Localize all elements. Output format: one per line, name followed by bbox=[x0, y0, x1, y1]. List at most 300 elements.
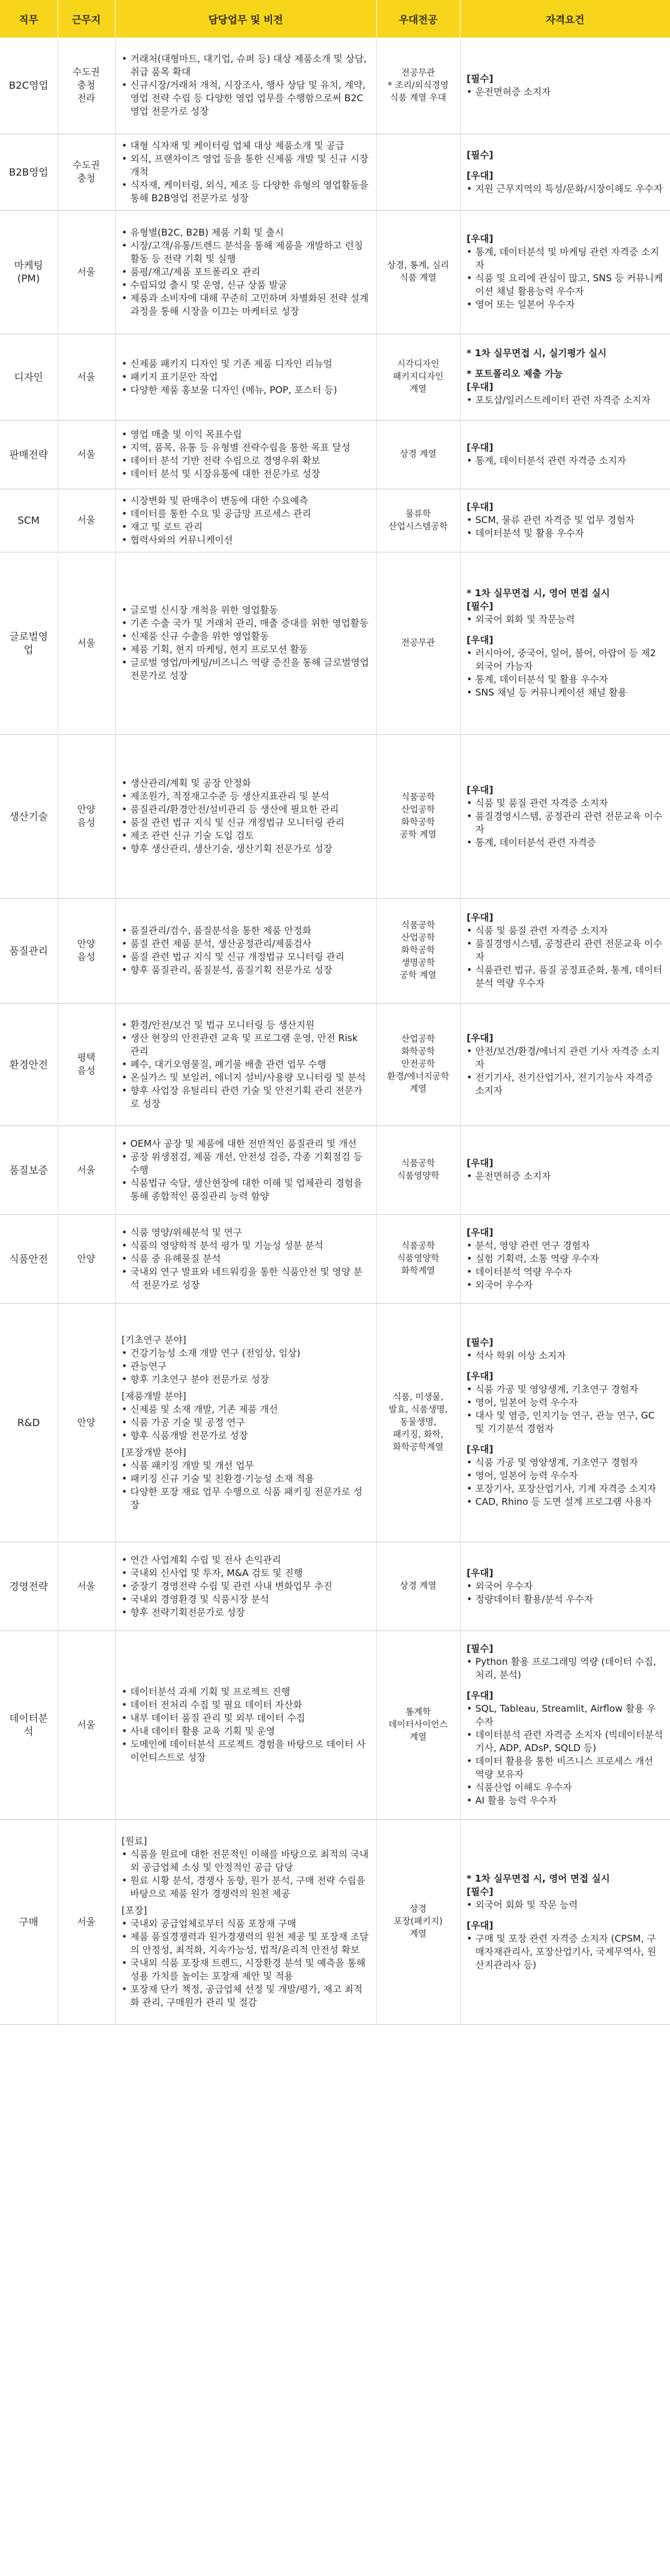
duty-section bbox=[122, 357, 370, 397]
duty-section bbox=[122, 604, 370, 682]
qualification-list bbox=[467, 514, 664, 540]
table-row bbox=[0, 489, 670, 552]
qualification-list bbox=[467, 246, 664, 311]
qualification-list bbox=[467, 1170, 664, 1183]
location-cell: 서울 bbox=[58, 210, 115, 334]
qualification-title: [우대] bbox=[466, 1032, 494, 1044]
qualification-title: [우대] bbox=[466, 1919, 494, 1931]
qualification-item: • 외국어 우수자 bbox=[467, 1279, 664, 1292]
duty-item: • 관능연구 bbox=[122, 1360, 370, 1373]
qualification-item: • AI 활용 능력 우수자 bbox=[467, 1794, 664, 1807]
qualification-item: • 지원 근무지역의 특성/문화/시장이해도 우수자 bbox=[467, 182, 664, 196]
qualification-title: [우대] bbox=[466, 1157, 494, 1169]
qualification-item: • 석사 학위 이상 소지자 bbox=[467, 1349, 664, 1362]
duty-item: • 국내외 연구 발표와 네트워킹을 통한 식품안전 및 영양 분석 전문가로 성장 bbox=[122, 1266, 370, 1292]
qualification-item: • 포토샵/일러스트레이터 관련 자격증 소지자 bbox=[467, 394, 664, 407]
duty-item: • 식품을 원료에 대한 전문적인 이해를 바탕으로 최적의 국내외 공급업체 소싱 및 안정적인 공급 담당 bbox=[122, 1848, 370, 1874]
location-cell: 평택 음성 bbox=[58, 1003, 115, 1126]
qualification-cell bbox=[460, 420, 670, 489]
qualification-note: * 1차 실무면접 시, 영어 면접 실시 bbox=[467, 587, 664, 600]
duty-item: • 국내외 공급업체로부터 식품 포장재 구매 bbox=[122, 1917, 370, 1930]
duty-item: • 향후 품질관리, 품질분석, 품질기획 전문가로 성장 bbox=[122, 964, 370, 977]
duty-cell bbox=[115, 898, 376, 1003]
duty-section bbox=[122, 139, 370, 205]
duty-cell bbox=[115, 1542, 376, 1630]
duty-item: • 향후 생산관리, 생산기술, 생산기획 전문가로 성장 bbox=[122, 842, 370, 856]
qualification-item: • 품질경영시스템, 공정관리 관련 전문교육 이수자 bbox=[467, 810, 664, 836]
preferred-major-cell: 식품, 미생물, 발효, 식품생명, 동물생명, 패키징, 화학, 화학공학계열 bbox=[376, 1303, 460, 1542]
location-cell: 안양 음성 bbox=[58, 734, 115, 898]
duty-cell bbox=[115, 552, 376, 734]
qualification-block bbox=[467, 347, 664, 360]
qualification-block bbox=[467, 1032, 664, 1097]
job-cell: 경영전략 bbox=[0, 1542, 58, 1630]
preferred-major-cell: 산업공학 화학공학 안전공학 환경/에너지공학 계열 bbox=[376, 1003, 460, 1126]
qualification-item: • 구매 및 포장 관련 자격증 소지자 (CPSM, 구매자재관리사, 포장산업기사, 국제무역사, 원산지관리사 등) bbox=[467, 1932, 664, 1972]
duty-section bbox=[122, 1137, 370, 1203]
qualification-cell bbox=[460, 37, 670, 134]
qualification-block bbox=[467, 232, 664, 311]
duty-item: • 향후 전략기획전문가로 성장 bbox=[122, 1606, 370, 1619]
qualification-item: • 품질경영시스템, 공정관리 관련 전문교육 이수자 bbox=[467, 937, 664, 964]
table-row bbox=[0, 1542, 670, 1630]
qualification-title: [우대] bbox=[466, 501, 494, 512]
duty-list bbox=[122, 1848, 370, 1900]
qualification-item: • CAD, Rhino 등 도면 설계 프로그램 사용자 bbox=[467, 1495, 664, 1509]
duty-list bbox=[122, 139, 370, 205]
duty-item: • 시장변화 및 판매추이 변동에 대한 수요예측 bbox=[122, 494, 370, 507]
duty-item: • 대형 식자재 및 케이터링 업체 대상 제품소개 및 공급 bbox=[122, 139, 370, 152]
duty-item: • 제조 관련 신규 기술 도입 검토 bbox=[122, 829, 370, 842]
qualification-block bbox=[467, 367, 664, 407]
duty-section bbox=[122, 777, 370, 856]
table-row bbox=[0, 1214, 670, 1303]
qualification-cell bbox=[460, 489, 670, 552]
qualification-list bbox=[467, 454, 664, 467]
duty-list bbox=[122, 494, 370, 547]
qualification-block bbox=[467, 1872, 664, 1912]
qualification-title: [우대] bbox=[466, 784, 494, 796]
qualification-cell bbox=[460, 334, 670, 420]
qualification-item: • SQL, Tableau, Streamlit, Airflow 활용 우수자 bbox=[467, 1702, 664, 1729]
qualification-item: • 식품 가공 및 영양생계, 기초연구 경험자 bbox=[467, 1383, 664, 1396]
job-cell: 환경안전 bbox=[0, 1003, 58, 1126]
duty-item: • 제품 품질경쟁력과 원가경쟁력의 원천 제공 및 포장재 조달의 안정성, 최적화, 지속가능성, 법적/윤리적 안전성 확보 bbox=[122, 1930, 370, 1957]
preferred-major-cell: 물류학 산업시스템공학 bbox=[376, 489, 460, 552]
duty-item: • 식품의 영양학적 분석 평가 및 기능성 성분 분석 bbox=[122, 1239, 370, 1252]
location-cell: 서울 bbox=[58, 1126, 115, 1214]
duty-item: • 품질관리/검수, 품질분석을 통한 제품 안정화 bbox=[122, 924, 370, 937]
duty-item: • 글로벌 신시장 개척을 위한 영업활동 bbox=[122, 604, 370, 617]
qualification-item: • 식품관련 법규, 품질 공정표준화, 통계, 데이터분석 역량 우수자 bbox=[467, 964, 664, 990]
qualification-block bbox=[467, 1567, 664, 1606]
duty-list bbox=[122, 1459, 370, 1512]
duty-section-title: [포장] bbox=[121, 1904, 148, 1916]
duty-item: • 신제품 및 소재 개발, 기존 제품 개선 bbox=[122, 1403, 370, 1416]
job-cell: B2C영업 bbox=[0, 37, 58, 134]
qualification-title: [필수] bbox=[466, 601, 494, 612]
qualification-item: • Python 활용 프로그래밍 역량 (데이터 수집, 처리, 분석) bbox=[467, 1655, 664, 1682]
qualification-block bbox=[467, 1336, 664, 1362]
qualification-cell bbox=[460, 734, 670, 898]
duty-item: • 품평/재고/제품 포트폴리오 관리 bbox=[122, 266, 370, 279]
duty-list bbox=[122, 1019, 370, 1111]
qualification-title: [필수] bbox=[466, 149, 494, 161]
qualification-block bbox=[467, 1919, 664, 1972]
location-cell: 서울 bbox=[58, 552, 115, 734]
job-cell: 품질보증 bbox=[0, 1126, 58, 1214]
duty-section bbox=[122, 1835, 370, 1900]
location-cell: 서울 bbox=[58, 1819, 115, 2024]
qualification-cell bbox=[460, 1303, 670, 1542]
location-cell: 수도권 충청 전라 bbox=[58, 37, 115, 134]
qualification-list bbox=[467, 1456, 664, 1509]
duty-list bbox=[122, 428, 370, 481]
qualification-item: • 전기기사, 전기산업기사, 전기기능사 자격증 소지자 bbox=[467, 1071, 664, 1097]
preferred-major-cell: 식품공학 산업공학 화학공학 공학 계열 bbox=[376, 734, 460, 898]
qualification-cell bbox=[460, 1630, 670, 1819]
location-cell: 안양 음성 bbox=[58, 898, 115, 1003]
qualification-item: • 실험 기획력, 소통 역량 우수자 bbox=[467, 1252, 664, 1266]
qualification-block bbox=[467, 634, 664, 699]
duty-section bbox=[122, 1685, 370, 1764]
preferred-major-cell: 상경, 통계, 심리 식품 계열 bbox=[376, 210, 460, 334]
duty-item: • 다양한 포장 재료 업무 수행으로 식품 패키징 전문가로 성장 bbox=[122, 1485, 370, 1512]
qualification-note: * 포트폴리오 제출 가능 bbox=[467, 367, 664, 381]
duty-cell bbox=[115, 1126, 376, 1214]
qualification-item: • 식품산업 이해도 우수자 bbox=[467, 1781, 664, 1794]
duty-list bbox=[122, 357, 370, 397]
qualification-title: [우대] bbox=[466, 233, 494, 244]
qualification-block bbox=[467, 587, 664, 626]
qualification-title: [우대] bbox=[466, 634, 494, 646]
duty-item: • 다양한 제품 홍보물 디자인 (메뉴, POP, 포스터 등) bbox=[122, 384, 370, 397]
duty-cell bbox=[115, 734, 376, 898]
duty-item: • 제품 기획, 현지 마케팅, 현지 프로모션 활동 bbox=[122, 643, 370, 656]
qualification-title: [우대] bbox=[466, 1444, 494, 1455]
duty-item: • 생산 현장의 안전관련 교육 및 프로그램 운영, 안전 Risk 관리 bbox=[122, 1032, 370, 1058]
duty-item: • 국내외 식품 포장재 트렌드, 시장환경 분석 및 예측을 통해 성용 가치를 높이는 포장재 제안 및 적용 bbox=[122, 1957, 370, 1983]
duty-list bbox=[122, 1226, 370, 1292]
duty-list bbox=[122, 777, 370, 856]
duty-list bbox=[122, 1403, 370, 1442]
duty-item: • 데이터 분석 및 시장유통에 대한 전문가로 성장 bbox=[122, 467, 370, 481]
duty-item: • 시장/고객/유통/트렌드 분석을 통해 제품을 개발하고 런칭 활동 등 전략 기획 및 실행 bbox=[122, 239, 370, 266]
table-row bbox=[0, 1819, 670, 2024]
preferred-major-cell: 전공무관 bbox=[376, 552, 460, 734]
qualification-list bbox=[467, 613, 664, 626]
table-row bbox=[0, 1126, 670, 1214]
duty-item: • 신제품 신규 수출을 위한 영업활동 bbox=[122, 630, 370, 643]
duty-section bbox=[122, 52, 370, 118]
qualification-cell bbox=[460, 552, 670, 734]
duty-section bbox=[122, 1904, 370, 2009]
job-cell: SCM bbox=[0, 489, 58, 552]
location-cell: 서울 bbox=[58, 1630, 115, 1819]
qualification-cell bbox=[460, 1214, 670, 1303]
duty-item: • 패키지 표기문안 작업 bbox=[122, 371, 370, 384]
duty-cell bbox=[115, 1819, 376, 2024]
qualification-list bbox=[467, 1239, 664, 1292]
qualification-list bbox=[467, 1349, 664, 1362]
table-row bbox=[0, 552, 670, 734]
header-duty: 담당업무 및 비전 bbox=[115, 0, 376, 37]
qualification-cell bbox=[460, 210, 670, 334]
table-header-row bbox=[0, 0, 670, 37]
qualification-block bbox=[467, 149, 664, 162]
qualification-item: • 데이터분석 관련 자격증 소지자 (빅데이터분석기사, ADP, ADsP, SQLD 등) bbox=[467, 1729, 664, 1755]
location-cell: 수도권 충청 bbox=[58, 134, 115, 210]
qualification-item: • 데이터 활용을 통한 비즈니스 프로세스 개선 역량 보유자 bbox=[467, 1755, 664, 1781]
location-cell: 서울 bbox=[58, 334, 115, 420]
qualification-item: • 영어, 일본어 능력 우수자 bbox=[467, 1469, 664, 1482]
qualification-item: • 데이터분석 역량 우수자 bbox=[467, 1266, 664, 1279]
duty-section-title: [기초연구 분야] bbox=[121, 1334, 186, 1345]
duty-item: • 식품 패키징 개발 및 개선 업무 bbox=[122, 1459, 370, 1472]
table-row bbox=[0, 1630, 670, 1819]
qualification-item: • 포장기사, 포장산업기사, 기계 자격증 소지자 bbox=[467, 1482, 664, 1495]
duty-list bbox=[122, 604, 370, 682]
duty-item: • 협력사와의 커뮤니케이션 bbox=[122, 534, 370, 547]
table-row bbox=[0, 134, 670, 210]
qualification-list bbox=[467, 86, 664, 99]
qualification-list bbox=[467, 1899, 664, 1912]
table-row bbox=[0, 898, 670, 1003]
qualification-item: • 식품 가공 및 영양생계, 기초연구 경험자 bbox=[467, 1456, 664, 1469]
table-row bbox=[0, 1303, 670, 1542]
duty-item: • 품질 관련 법규 지식 및 신규 개정법규 모니터링 관리 bbox=[122, 816, 370, 829]
duty-item: • 영업 매출 및 이익 목표수립 bbox=[122, 428, 370, 441]
duty-item: • 식자재, 케이터링, 외식, 제조 등 다양한 유형의 영업활동을 통해 B2B영업 전문가로 성장 bbox=[122, 179, 370, 205]
qualification-list bbox=[467, 1932, 664, 1972]
duty-list bbox=[122, 1685, 370, 1764]
duty-cell bbox=[115, 1003, 376, 1126]
qualification-item: • 안전/보건/환경/에너지 관련 기사 자격증 소지자 bbox=[467, 1045, 664, 1071]
duty-cell bbox=[115, 134, 376, 210]
duty-section bbox=[122, 428, 370, 481]
duty-item: • 연간 사업계획 수립 및 전사 손익관리 bbox=[122, 1554, 370, 1567]
duty-item: • 폐수, 대기오염물질, 폐기물 배출 관련 업무 수행 bbox=[122, 1058, 370, 1071]
qualification-title: [우대] bbox=[466, 1690, 494, 1701]
preferred-major-cell: 상경 계열 bbox=[376, 420, 460, 489]
qualification-block bbox=[467, 784, 664, 849]
qualification-list bbox=[467, 394, 664, 407]
qualification-item: • 대사 및 염증, 인지기능 연구, 관능 연구, GC 및 기기분석 경험자 bbox=[467, 1409, 664, 1435]
qualification-list bbox=[467, 1655, 664, 1682]
header-job: 직무 bbox=[0, 0, 58, 37]
duty-item: • 식품 영양/위해분석 및 연구 bbox=[122, 1226, 370, 1239]
qualification-title: [우대] bbox=[466, 912, 494, 923]
duty-list bbox=[122, 52, 370, 118]
duty-item: • 향후 사업장 유틸리티 관련 기술 및 안전기획 관리 전문가로 성장 bbox=[122, 1084, 370, 1111]
duty-item: • 품질 관련 제품 분석, 생산공정관리/제품검사 bbox=[122, 937, 370, 951]
qualification-list bbox=[467, 924, 664, 990]
job-cell: R&D bbox=[0, 1303, 58, 1542]
duty-cell bbox=[115, 37, 376, 134]
duty-item: • 공장 위생점검, 제품 개선, 안전성 검증, 각종 기획점검 등 수행 bbox=[122, 1151, 370, 1177]
duty-item: • 원료 시황 분석, 경쟁사 동향, 원가 분석, 구매 전략 수립을 바탕으로 제품 원가 경쟁력의 원천 제공 bbox=[122, 1874, 370, 1900]
table-row bbox=[0, 37, 670, 134]
duty-item: • 거래처(대형마트, 대기업, 슈퍼 등) 대상 제품소개 및 상담, 취급 품목 확대 bbox=[122, 52, 370, 79]
job-cell: 품질관리 bbox=[0, 898, 58, 1003]
qualification-cell bbox=[460, 898, 670, 1003]
duty-section bbox=[122, 924, 370, 977]
preferred-major-cell: 상경 포장(패키지) 계열 bbox=[376, 1819, 460, 2024]
duty-item: • 건강기능성 소재 개발 연구 (전임상, 임상) bbox=[122, 1347, 370, 1360]
qualification-block bbox=[467, 441, 664, 467]
job-cell: B2B영업 bbox=[0, 134, 58, 210]
qualification-block bbox=[467, 72, 664, 99]
duty-item: • 내부 데이터 품질 관리 및 외부 데이터 수집 bbox=[122, 1712, 370, 1725]
location-cell: 서울 bbox=[58, 420, 115, 489]
duty-item: • 국내외 신사업 및 투자, M&A 검토 및 진행 bbox=[122, 1567, 370, 1580]
duty-section-title: [제품개발 분야] bbox=[121, 1390, 186, 1402]
duty-section bbox=[122, 1554, 370, 1619]
table-row bbox=[0, 1003, 670, 1126]
qualification-item: • 식품 및 품질 관련 자격증 소지자 bbox=[467, 924, 664, 937]
duty-item: • 식품법규 숙달, 생산현장에 대한 이해 및 업체관리 경험을 통해 종합적인 품질관리 능력 함양 bbox=[122, 1177, 370, 1203]
header-qualification: 자격요건 bbox=[460, 0, 670, 37]
duty-list bbox=[122, 924, 370, 977]
qualification-title: [우대] bbox=[466, 1567, 494, 1579]
qualification-list bbox=[467, 797, 664, 849]
duty-section bbox=[122, 1019, 370, 1111]
duty-item: • 신규시장/거래처 개척, 시장조사, 행사 상담 및 유치, 계약, 영업 전략 수립 등 다양한 영업 업무를 수행함으로써 B2C영업 전문가로 성장 bbox=[122, 79, 370, 118]
table-row bbox=[0, 210, 670, 334]
qualification-cell bbox=[460, 1126, 670, 1214]
job-cell: 글로벌영업 bbox=[0, 552, 58, 734]
job-cell: 식품안전 bbox=[0, 1214, 58, 1303]
duty-item: • 식품 중 유해물질 분석 bbox=[122, 1252, 370, 1266]
duty-item: • 데이터분석 과제 기획 및 프로젝트 진행 bbox=[122, 1685, 370, 1699]
duty-item: • 지역, 품목, 유통 등 유형별 전략수립을 통한 목표 달성 bbox=[122, 441, 370, 454]
duty-cell bbox=[115, 1303, 376, 1542]
qualification-item: • 데이터분석 및 활용 우수자 bbox=[467, 527, 664, 540]
qualification-list bbox=[467, 1383, 664, 1435]
duty-item: • 포장재 단가 책정, 공급업체 선정 및 개발/평가, 재고 최적화 관리, 구매원가 관리 및 절감 bbox=[122, 1983, 370, 2009]
table-row bbox=[0, 420, 670, 489]
duty-section-title: [원료] bbox=[121, 1835, 148, 1847]
duty-cell bbox=[115, 1214, 376, 1303]
duty-section bbox=[122, 1390, 370, 1442]
duty-item: • 제조원가, 적정재고수준 등 생산지표관리 및 분석 bbox=[122, 790, 370, 803]
duty-section bbox=[122, 1446, 370, 1512]
qualification-cell bbox=[460, 1819, 670, 2024]
duty-cell bbox=[115, 489, 376, 552]
qualification-item: • 러시아어, 중국어, 일어, 불어, 아랍어 등 제2외국어 가능자 bbox=[467, 647, 664, 673]
header-preferred-major: 우대전공 bbox=[376, 0, 460, 37]
qualification-block bbox=[467, 1157, 664, 1183]
qualification-item: • SNS 채널 등 커뮤니케이션 채널 활용 bbox=[467, 686, 664, 699]
qualification-title: [필수] bbox=[466, 72, 494, 84]
duty-item: • 사내 데이터 활용 교육 기획 및 운영 bbox=[122, 1725, 370, 1738]
preferred-major-cell: 식품공학 산업공학 화학공학 생명공학 공학 계열 bbox=[376, 898, 460, 1003]
duty-cell bbox=[115, 210, 376, 334]
qualification-list bbox=[467, 647, 664, 699]
qualification-note: * 1차 실무면접 시, 실기평가 실시 bbox=[467, 347, 664, 360]
qualification-title: [필수] bbox=[466, 1885, 494, 1897]
duty-cell bbox=[115, 420, 376, 489]
duty-item: • 중장기 경영전략 수립 및 관련 사내 변화업무 추진 bbox=[122, 1580, 370, 1593]
duty-section bbox=[122, 1334, 370, 1386]
duty-section bbox=[122, 226, 370, 318]
duty-cell bbox=[115, 1630, 376, 1819]
table-body bbox=[0, 37, 670, 2024]
duty-item: • 환경/안전/보건 및 법규 모니터링 등 생산지원 bbox=[122, 1019, 370, 1032]
duty-item: • 외식, 프랜차이즈 영업 등을 통한 신제품 개발 및 신규 시장 개척 bbox=[122, 152, 370, 179]
qualification-cell bbox=[460, 134, 670, 210]
qualification-title: [필수] bbox=[466, 1337, 494, 1348]
qualification-item: • 영어, 일본어 능력 우수자 bbox=[467, 1396, 664, 1409]
duty-section-title: [포장개발 분야] bbox=[121, 1446, 186, 1458]
qualification-item: • 영어 또는 일본어 우수자 bbox=[467, 298, 664, 311]
duty-item: • 품질관리/환경안전/설비관리 등 생산에 필요한 관리 bbox=[122, 803, 370, 816]
duty-item: • 기존 수출 국가 및 거래처 관리, 매출 증대를 위한 영업활동 bbox=[122, 617, 370, 630]
qualification-item: • 외국어 회화 및 작문능력 bbox=[467, 613, 664, 626]
qualification-list bbox=[467, 1580, 664, 1606]
duty-item: • 신제품 패키지 디자인 및 기존 제품 디자인 리뉴얼 bbox=[122, 357, 370, 371]
duty-item: • 데이터를 통한 수요 및 공급망 프로세스 관리 bbox=[122, 507, 370, 521]
qualification-block bbox=[467, 169, 664, 196]
duty-cell bbox=[115, 334, 376, 420]
location-cell: 안양 bbox=[58, 1214, 115, 1303]
qualification-title: [우대] bbox=[466, 381, 494, 392]
qualification-list bbox=[467, 1702, 664, 1807]
qualification-item: • 운전면허증 소지자 bbox=[467, 1170, 664, 1183]
job-cell: 생산기술 bbox=[0, 734, 58, 898]
qualification-item: • 외국어 회화 및 작문 능력 bbox=[467, 1899, 664, 1912]
qualification-item: • 통계, 데이터분석 및 마케팅 관련 자격증 소지자 bbox=[467, 246, 664, 272]
qualification-cell bbox=[460, 1542, 670, 1630]
qualification-cell bbox=[460, 1003, 670, 1126]
location-cell: 안양 bbox=[58, 1303, 115, 1542]
qualification-list bbox=[467, 1045, 664, 1097]
qualification-block bbox=[467, 1370, 664, 1435]
qualification-item: • 식품 및 품질 관련 자격증 소지자 bbox=[467, 797, 664, 810]
preferred-major-cell: 통계학 데이터사이언스 계열 bbox=[376, 1630, 460, 1819]
duty-item: • 향후 기초연구 분야 전문가로 성장 bbox=[122, 1373, 370, 1386]
duty-section bbox=[122, 1226, 370, 1292]
qualification-block bbox=[467, 1443, 664, 1509]
location-cell: 서울 bbox=[58, 489, 115, 552]
table-row bbox=[0, 734, 670, 898]
qualification-item: • 식품 및 요리에 관심이 많고, SNS 등 커뮤니케이션 채널 활용능력 우수자 bbox=[467, 272, 664, 298]
preferred-major-cell: 식품공학 식품영양학 화학계열 bbox=[376, 1214, 460, 1303]
qualification-block bbox=[467, 1226, 664, 1292]
duty-item: • 식품 가공 기술 및 공정 연구 bbox=[122, 1416, 370, 1429]
preferred-major-cell: 전공무관 * 조리/외식경영 식품 계열 우대 bbox=[376, 37, 460, 134]
qualification-title: [우대] bbox=[466, 1226, 494, 1238]
qualification-item: • 통계, 데이터분석 및 활용 우수자 bbox=[467, 673, 664, 686]
qualification-list bbox=[467, 182, 664, 196]
location-cell: 서울 bbox=[58, 1542, 115, 1630]
duty-item: • 패키징 신규 기술 및 친환경·기능성 소재 적용 bbox=[122, 1472, 370, 1485]
qualification-title: [필수] bbox=[466, 1643, 494, 1654]
duty-item: • 제품과 소비자에 대해 꾸준히 고민하며 차별화된 전략 설계 과정을 통해 시장을 이끄는 마케터로 성장 bbox=[122, 292, 370, 318]
qualification-item: • 운전면허증 소지자 bbox=[467, 86, 664, 99]
duty-list bbox=[122, 1554, 370, 1619]
duty-item: • 글로벌 영업/마케팅/비즈니스 역량 증진을 통해 글로벌영업 전문가로 성장 bbox=[122, 656, 370, 682]
qualification-note: * 1차 실무면접 시, 영어 면접 실시 bbox=[467, 1872, 664, 1885]
qualification-title: [우대] bbox=[466, 169, 494, 181]
duty-list bbox=[122, 1917, 370, 2009]
job-cell: 구매 bbox=[0, 1819, 58, 2024]
qualification-block bbox=[467, 501, 664, 540]
table-row bbox=[0, 334, 670, 420]
preferred-major-cell: 시각디자인 패키지디자인 계열 bbox=[376, 334, 460, 420]
preferred-major-cell: 식품공학 식품영양학 bbox=[376, 1126, 460, 1214]
qualification-title: [우대] bbox=[466, 1370, 494, 1382]
